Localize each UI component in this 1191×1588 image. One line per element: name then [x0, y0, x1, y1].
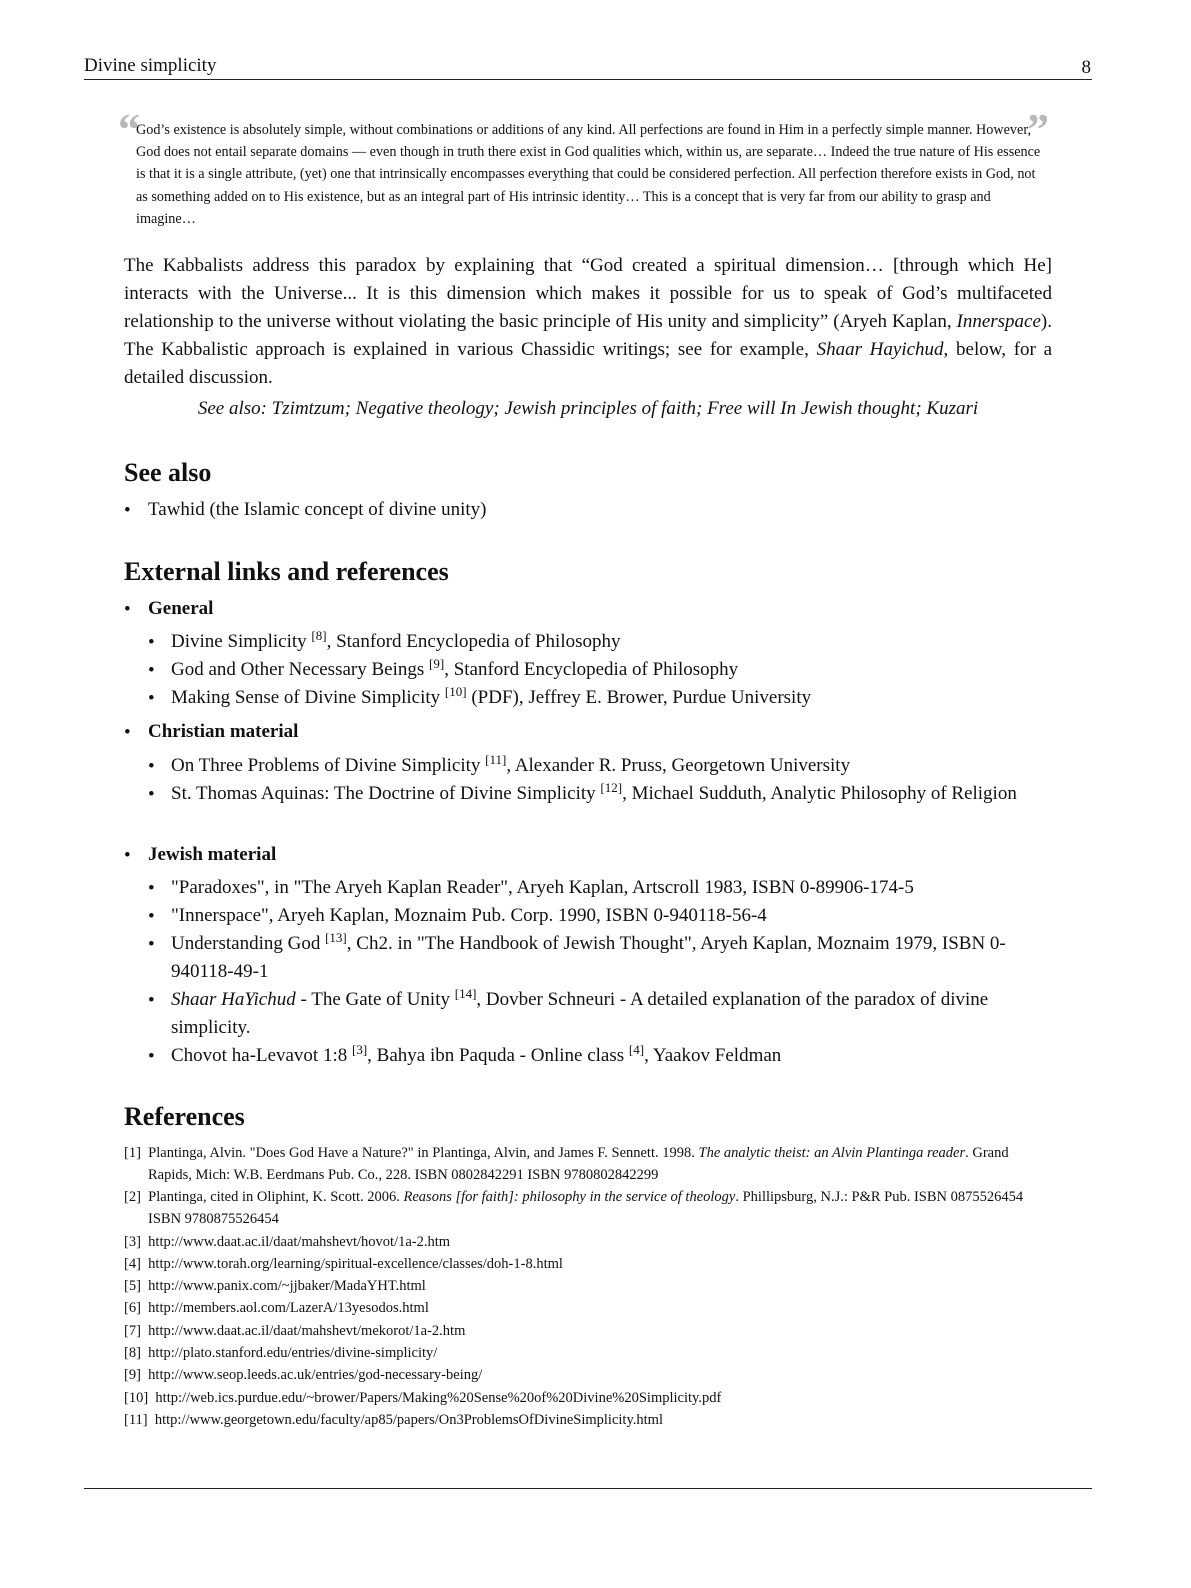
bullet-icon: • [148, 756, 155, 777]
see-also-heading: See also [124, 458, 212, 487]
close-quote-mark-icon: ” [1027, 105, 1049, 154]
innerspace-title: Innerspace [956, 311, 1041, 332]
bullet-icon: • [124, 500, 131, 521]
christian-label: Christian material [148, 721, 299, 742]
external-links-heading: External links and references [124, 557, 449, 586]
reference-url[interactable]: [7] http://www.daat.ac.il/daat/mahshevt/mekorot/1a-2.htm [124, 1323, 466, 1339]
gate-of-unity-link[interactable]: Shaar HaYichud - The Gate of Unity [14], Dovber Schneuri - A detailed explanation of the paradox of divine simplicity. [171, 986, 989, 1038]
reference-url[interactable]: [10] http://web.ics.purdue.edu/~brower/Papers/Making%20Sense%20of%20Divine%20Simplicity.pdf [124, 1390, 722, 1406]
list-item: "Paradoxes", in "The Aryeh Kaplan Reader", Aryeh Kaplan, Artscroll 1983, ISBN 0-89906-174-5 [171, 877, 914, 898]
reference-url[interactable]: [9] http://www.seop.leeds.ac.uk/entries/god-necessary-being/ [124, 1367, 483, 1383]
bullet-icon: • [148, 878, 155, 899]
bullet-icon: • [148, 990, 155, 1011]
bullet-icon: • [148, 688, 155, 709]
reference-url[interactable]: [5] http://www.panix.com/~jjbaker/MadaYHT.html [124, 1278, 426, 1294]
general-label: General [148, 598, 214, 619]
reference-item: [2] Plantinga, cited in Oliphint, K. Scott. 2006. Reasons [for faith]: philosophy in the service of theology. Phillipsburg, N.J.: P&R Pub. ISBN 0875526454 ISBN 9780875526454 [124, 1189, 1024, 1227]
references-heading: References [124, 1102, 245, 1131]
page-number: 8 [1081, 57, 1091, 78]
chovot-link[interactable]: Chovot ha-Levavot 1:8 [3], Bahya ibn Paquda - Online class [4], Yaakov Feldman [171, 1042, 782, 1066]
footer-rule [84, 1488, 1092, 1489]
bullet-icon: • [148, 934, 155, 955]
shaar-hayichud-link[interactable]: Shaar Hayichud [816, 339, 944, 360]
reference-url[interactable]: [8] http://plato.stanford.edu/entries/divine-simplicity/ [124, 1345, 438, 1361]
reference-url[interactable]: [3] http://www.daat.ac.il/daat/mahshevt/hovot/1a-2.htm [124, 1234, 451, 1250]
bullet-icon: • [148, 784, 155, 805]
understanding-god-link[interactable]: Understanding God [13], Ch2. in "The Handbook of Jewish Thought", Aryeh Kaplan, Moznaim 1979, ISBN 0-940118-49-1 [171, 930, 1006, 982]
bullet-icon: • [124, 722, 131, 743]
see-also-note: See also: Tzimtzum; Negative theology; Jewish principles of faith; Free will In Jewish thought; Kuzari [197, 398, 979, 419]
bullet-icon: • [148, 1046, 155, 1067]
necessary-beings-link[interactable]: God and Other Necessary Beings [9], Stanford Encyclopedia of Philosophy [171, 656, 739, 680]
open-quote-mark-icon: “ [118, 105, 140, 154]
paragraph-text: , below, for a detailed discussion. [124, 339, 1052, 388]
aquinas-link[interactable]: St. Thomas Aquinas: The Doctrine of Divine Simplicity [12], Michael Sudduth, Analytic Philosophy of Religion [171, 780, 1017, 804]
bullet-icon: • [124, 845, 131, 866]
header-rule [84, 79, 1092, 80]
reference-item: [1] Plantinga, Alvin. "Does God Have a Nature?" in Plantinga, Alvin, and James F. Sennett. 1998. The analytic theist: an Alvin Plantinga reader. Grand Rapids, Mich: W.B. Eerdmans Pub. Co., 228. ISBN 0802842291 ISBN 9780802842299 [124, 1145, 1009, 1183]
bullet-icon: • [148, 660, 155, 681]
list-item: "Innerspace", Aryeh Kaplan, Moznaim Pub. Corp. 1990, ISBN 0-940118-56-4 [171, 905, 767, 926]
block-quote: God’s existence is absolutely simple, without combinations or additions of any kind. All perfections are found in Him in a perfectly simple manner. However, God does not entail separate domains — even though in truth there exist in God qualities which, within us, are separate… Indeed the true nature of His essence is that it is a single attribute, (yet) one that intrinsically encompasses everything that could be considered perfection. All perfection therefore exists in God, not as something added on to His existence, but as an integral part of His intrinsic identity… This is a concept that is very far from our ability to grasp and imagine… [136, 122, 1041, 227]
paragraph-text: The Kabbalists address this paradox by explaining that “God created a spiritual dimension… [through which He] interacts with the Universe... It is this dimension which makes it possible for us to speak of God’s multifaceted relationship to the universe without violating the basic principle of His unity and simplicity” (Aryeh Kaplan, [124, 255, 1052, 332]
running-header-title: Divine simplicity [84, 55, 217, 76]
making-sense-link[interactable]: Making Sense of Divine Simplicity [10] (PDF), Jeffrey E. Brower, Purdue University [171, 684, 812, 708]
bullet-icon: • [148, 632, 155, 653]
paragraph-text: ). The Kabbalistic approach is explained in various Chassidic writings; see for example, [124, 311, 1052, 360]
three-problems-link[interactable]: On Three Problems of Divine Simplicity [11], Alexander R. Pruss, Georgetown University [171, 752, 851, 776]
divine-simplicity-sep-link[interactable]: Divine Simplicity [8], Stanford Encyclopedia of Philosophy [171, 628, 621, 652]
tawhid-link[interactable]: Tawhid (the Islamic concept of divine unity) [148, 499, 487, 520]
reference-url[interactable]: [6] http://members.aol.com/LazerA/13yesodos.html [124, 1300, 429, 1316]
bullet-icon: • [124, 599, 131, 620]
reference-url[interactable]: [11] http://www.georgetown.edu/faculty/ap85/papers/On3ProblemsOfDivineSimplicity.html [124, 1412, 663, 1428]
jewish-label: Jewish material [148, 844, 277, 865]
reference-url[interactable]: [4] http://www.torah.org/learning/spiritual-excellence/classes/doh-1-8.html [124, 1256, 563, 1272]
bullet-icon: • [148, 906, 155, 927]
kabbalah-paragraph [124, 252, 1052, 392]
